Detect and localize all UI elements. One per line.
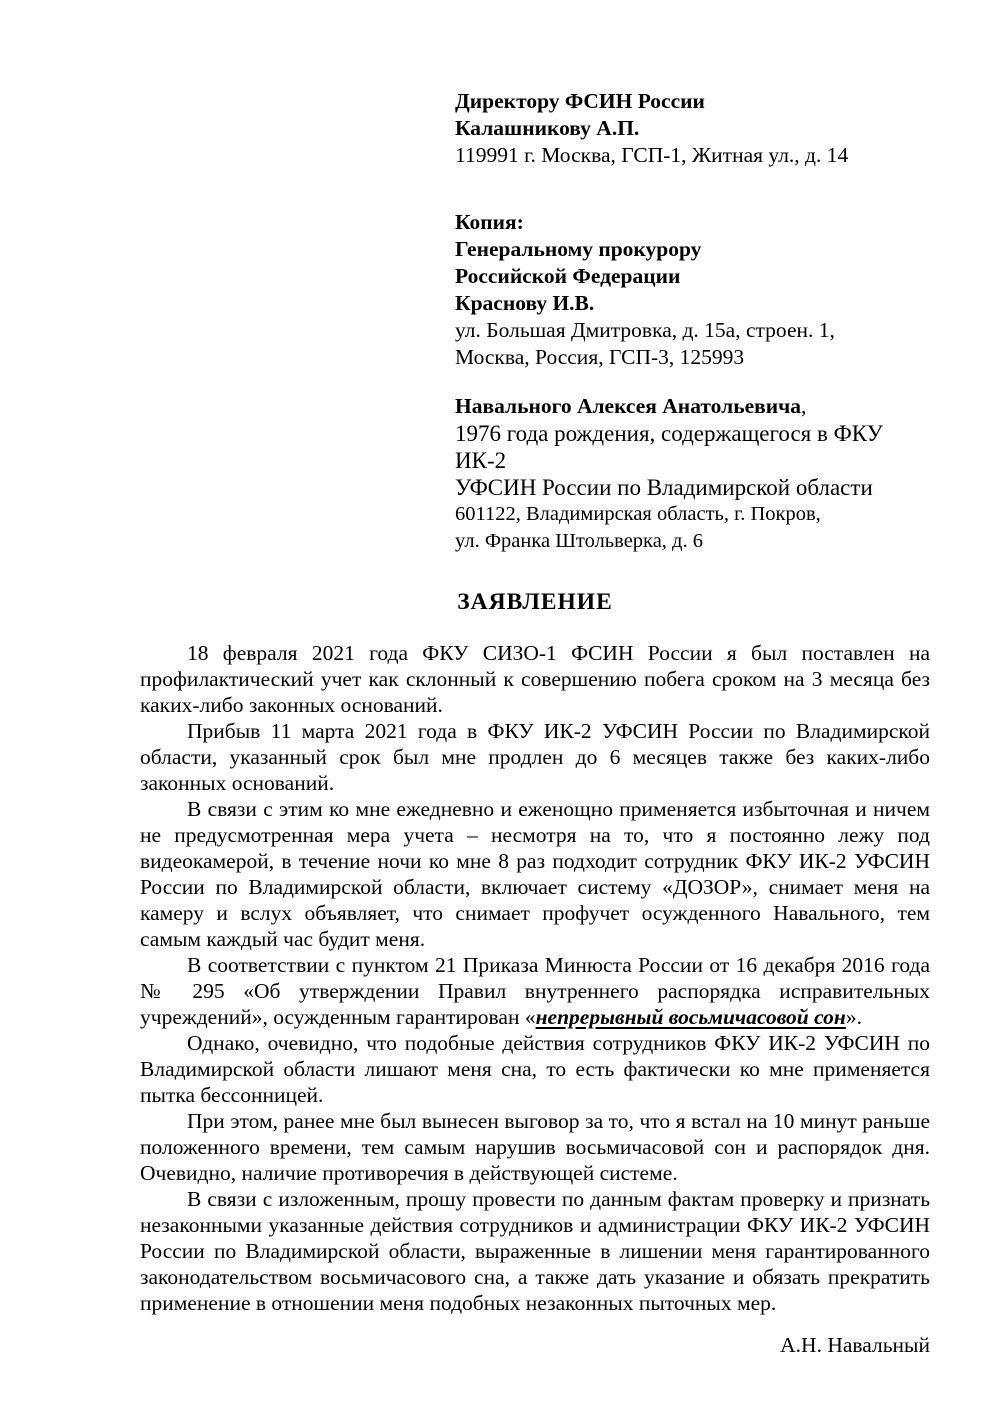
body-paragraph-2: Прибыв 11 марта 2021 года в ФКУ ИК-2 УФСИН России по Владимирской области, указанный срок был мне продлен до 6 месяцев также без каких-либо законных оснований. xyxy=(140,719,930,795)
recipient-copy-block xyxy=(455,209,930,371)
copy-label: Копия: xyxy=(455,210,524,234)
paragraph-4-emphasis: непрерывный восьмичасовой сон xyxy=(535,1005,846,1029)
recipient-primary-name: Калашникову А.П. xyxy=(455,116,640,140)
applicant-name: Навального Алексея Анатольевича xyxy=(455,394,801,418)
recipient-primary-title: Директору ФСИН России xyxy=(455,89,705,113)
paragraph-4-before: В соответствии с пунктом 21 Приказа Минюста России от 16 декабря 2016 года № 295 «Об утверждении Правил внутреннего распорядка исправительных учреждений», осужденным гарантирован « xyxy=(140,953,930,1029)
copy-recipient-name: Краснову И.В. xyxy=(455,291,595,315)
body-paragraph-4 xyxy=(140,952,930,1030)
body-paragraph-6: При этом, ранее мне был вынесен выговор за то, что я встал на 10 минут раньше положенного времени, тем самым нарушив восьмичасовой сон и распорядок дня. Очевидно, наличие противоречия в действующей системе. xyxy=(140,1109,930,1185)
applicant-info-2: УФСИН России по Владимирской области xyxy=(455,475,873,500)
copy-recipient-title-2: Российской Федерации xyxy=(455,264,681,288)
applicant-address-2: ул. Франка Штольверка, д. 6 xyxy=(455,530,703,552)
body-paragraph-5: Однако, очевидно, что подобные действия сотрудников ФКУ ИК-2 УФСИН по Владимирской области лишают меня сна, то есть фактически ко мне применяется пытка бессонницей. xyxy=(140,1031,930,1107)
applicant-info-1: 1976 года рождения, содержащегося в ФКУ ИК-2 xyxy=(455,421,883,473)
body-paragraph-3: В связи с этим ко мне ежедневно и еженощно применяется избыточная и ничем не предусмотренная мера учета – несмотря на то, что я постоянно лежу под видеокамерой, в течение ночи ко мне 8 раз подходит сотрудник ФКУ ИК-2 УФСИН России по Владимирской области, включает систему «ДОЗОР», снимает меня на камеру и вслух объявляет, что снимает профучет осужденного Навального, тем самым каждый час будит меня. xyxy=(140,797,930,951)
signature: А.Н. Навальный xyxy=(780,1333,930,1357)
recipient-primary-block xyxy=(455,88,930,169)
copy-recipient-address-1: ул. Большая Дмитровка, д. 15а, строен. 1, xyxy=(455,318,835,342)
copy-recipient-title: Генеральному прокурору xyxy=(455,237,702,261)
paragraph-4-after: ». xyxy=(845,1005,862,1029)
body-paragraph-1: 18 февраля 2021 года ФКУ СИЗО-1 ФСИН России я был поставлен на профилактический учет как склонный к совершению побега сроком на 3 месяца без каких-либо законных оснований. xyxy=(140,641,930,717)
applicant-address-1: 601122, Владимирская область, г. Покров, xyxy=(455,503,821,525)
document-title: ЗАЯВЛЕНИЕ xyxy=(457,589,613,615)
recipient-primary-address: 119991 г. Москва, ГСП-1, Житная ул., д. 14 xyxy=(455,143,849,167)
body-paragraph-7: В связи с изложенным, прошу провести по данным фактам проверку и признать незаконными указанные действия сотрудников и администрации ФКУ ИК-2 УФСИН России по Владимирской области, выраженные в лишении меня гарантированного законодательством восьмичасового сна, а также дать указание и обязать прекратить применение в отношении меня подобных незаконных пыточных мер. xyxy=(140,1187,930,1315)
applicant-name-suffix: , xyxy=(800,394,807,418)
applicant-block xyxy=(455,393,930,555)
copy-recipient-address-2: Москва, Россия, ГСП-3, 125993 xyxy=(455,345,745,369)
applicant-name-line xyxy=(455,393,930,420)
